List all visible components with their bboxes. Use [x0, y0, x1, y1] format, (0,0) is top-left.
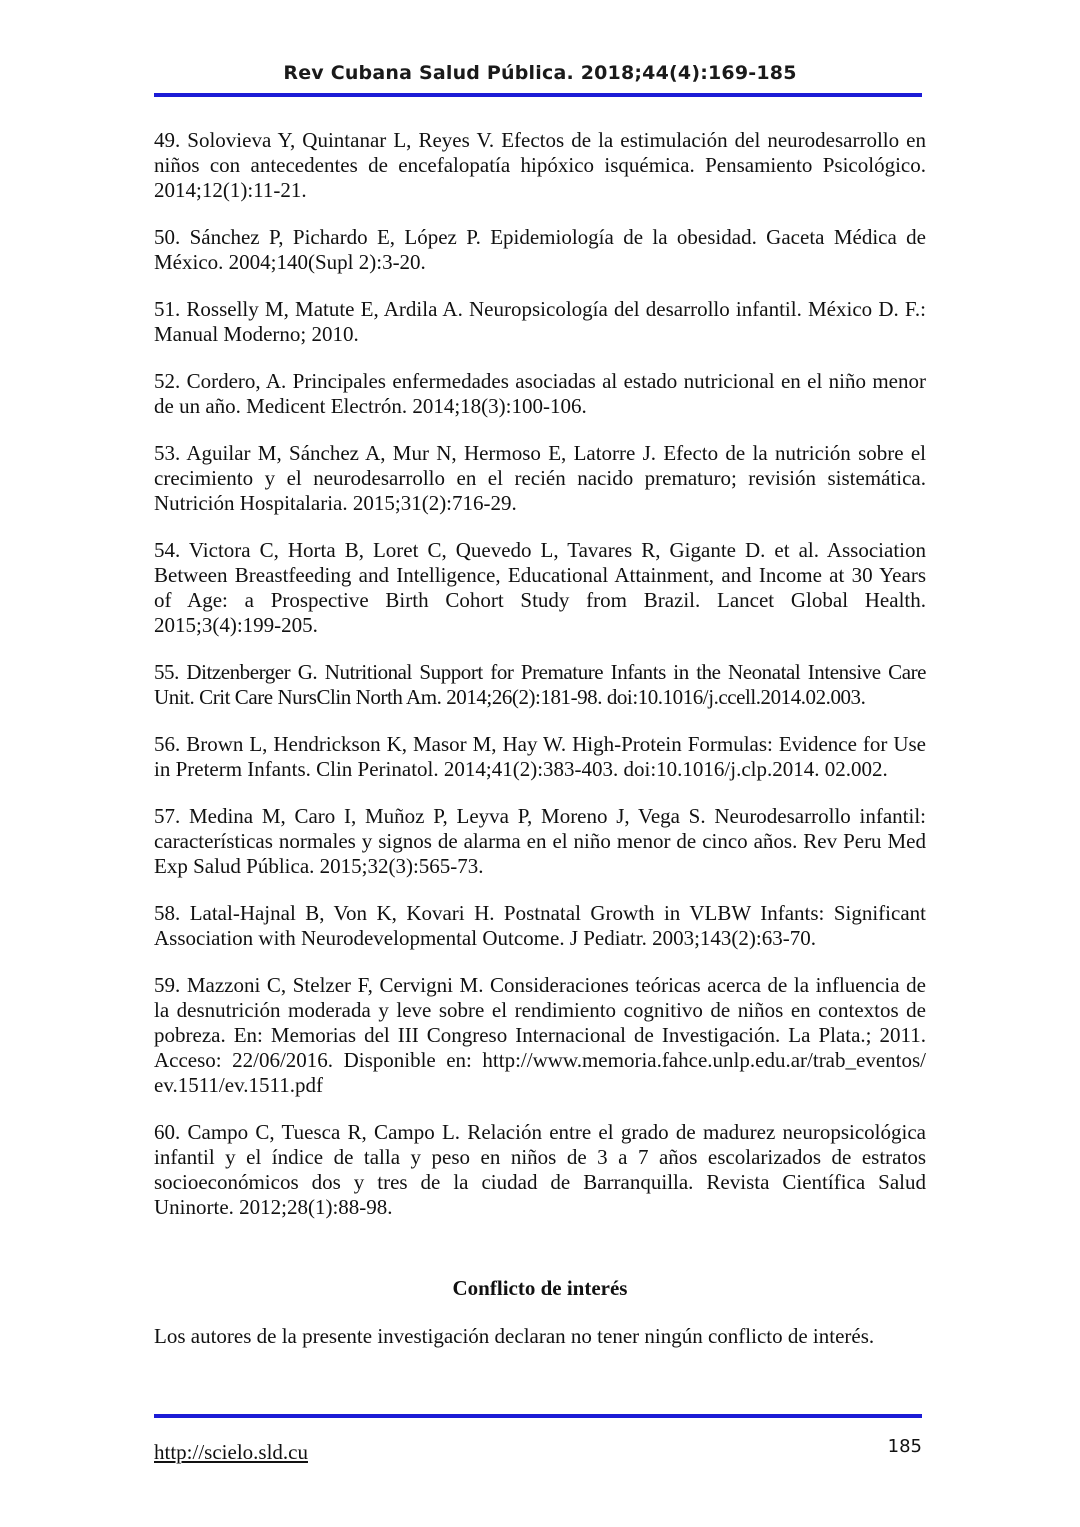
conflict-of-interest-statement: Los autores de la presente investigación declaran no tener ningún conflicto de interés. — [154, 1324, 875, 1348]
footer-url-link[interactable]: http://scielo.sld.cu — [154, 1440, 308, 1464]
reference-item: 56. Brown L, Hendrickson K, Masor M, Hay W. High-Protein Formulas: Evidence for Use in Preterm Infants. Clin Perinatol. 2014;41(2):383-403. doi:10.1016/j.clp.2014. 02.002. — [154, 732, 926, 781]
footer-rule — [154, 1414, 922, 1418]
reference-item: 57. Medina M, Caro I, Muñoz P, Leyva P, Moreno J, Vega S. Neurodesarrollo infantil: características normales y signos de alarma en el niño menor de cinco años. Rev Peru Med Exp Salud Pública. 2015;32(3):565-73. — [154, 804, 926, 878]
header-rule — [154, 93, 922, 97]
reference-item: 55. Ditzenberger G. Nutritional Support for Premature Infants in the Neonatal Intensive Care Unit. Crit Care NursClin North Am. 2014;26(2):181-98. doi:10.1016/j.ccell.2014.02.003. — [154, 660, 926, 709]
reference-item: 58. Latal-Hajnal B, Von K, Kovari H. Postnatal Growth in VLBW Infants: Significant Association with Neurodevelopmental Outcome. J Pediatr. 2003;143(2):63-70. — [154, 901, 926, 950]
reference-item: 49. Solovieva Y, Quintanar L, Reyes V. Efectos de la estimulación del neurodesarrollo en niños con antecedentes de encefalopatía hipóxico isquémica. Pensamiento Psicológico. 2014;12(1):11-21. — [154, 128, 926, 202]
reference-item: 51. Rosselly M, Matute E, Ardila A. Neuropsicología del desarrollo infantil. México D. F.: Manual Moderno; 2010. — [154, 297, 926, 346]
page-number: 185 — [887, 1436, 922, 1457]
reference-item: 53. Aguilar M, Sánchez A, Mur N, Hermoso E, Latorre J. Efecto de la nutrición sobre el crecimiento y el neurodesarrollo en el recién nacido prematuro; revisión sistemática. Nutrición Hospitalaria. 2015;31(2):716-29. — [154, 441, 926, 515]
reference-list — [154, 128, 926, 1242]
reference-item: 60. Campo C, Tuesca R, Campo L. Relación entre el grado de madurez neuropsicológica infantil y el índice de talla y peso en niños de 3 a 7 años escolarizados de estratos socioeconómicos dos y tres de la ciudad de Barranquilla. Revista Científica Salud Uninorte. 2012;28(1):88-98. — [154, 1120, 926, 1219]
reference-item: 59. Mazzoni C, Stelzer F, Cervigni M. Consideraciones teóricas acerca de la influencia de la desnutrición moderada y leve sobre el rendimiento cognitivo de niños en contextos de pobreza. En: Memorias del III Congreso Internacional de Investigación. La Plata.; 2011. Acceso: 22/06/2016. Disponible en: http://www.memoria.fahce.unlp.edu.ar/trab_eventos/ ev.1511/ev.1511.pdf — [154, 973, 926, 1097]
reference-item: 52. Cordero, A. Principales enfermedades asociadas al estado nutricional en el niño menor de un año. Medicent Electrón. 2014;18(3):100-106. — [154, 369, 926, 418]
journal-header: Rev Cubana Salud Pública. 2018;44(4):169-185 — [283, 62, 797, 84]
conflict-of-interest-heading: Conflicto de interés — [452, 1276, 628, 1300]
reference-item: 54. Victora C, Horta B, Loret C, Quevedo L, Tavares R, Gigante D. et al. Association Between Breastfeeding and Intelligence, Educational Attainment, and Income at 30 Years of Age: a Prospective Birth Cohort Study from Brazil. Lancet Global Health. 2015;3(4):199-205. — [154, 538, 926, 637]
reference-item: 50. Sánchez P, Pichardo E, López P. Epidemiología de la obesidad. Gaceta Médica de México. 2004;140(Supl 2):3-20. — [154, 225, 926, 274]
